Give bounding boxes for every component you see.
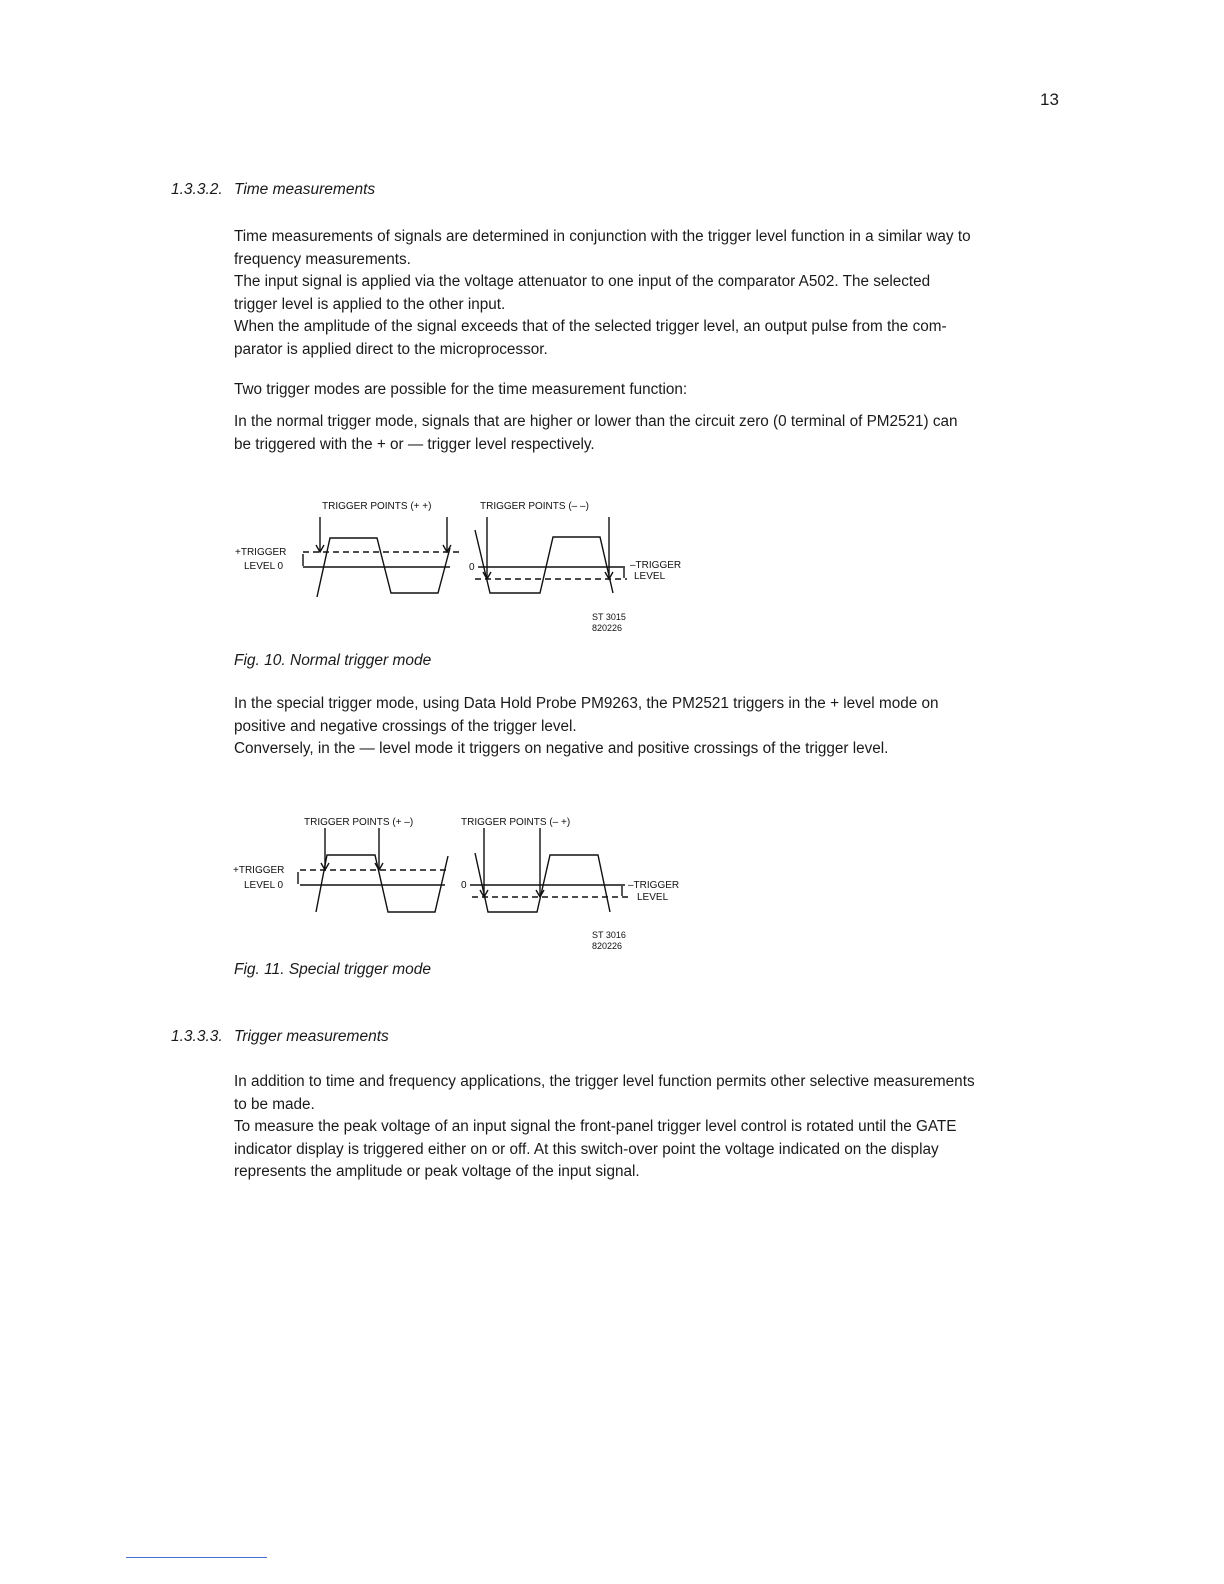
fig11-plus-trigger-label: +TRIGGER	[233, 865, 285, 876]
section-number: 1.3.3.3.	[171, 1028, 223, 1045]
text-line: positive and negative crossings of the trigger level.	[234, 717, 577, 735]
section-title: Time measurements	[234, 181, 376, 198]
text-line: to be made.	[234, 1095, 315, 1113]
paragraph-trigger-measurements	[234, 1071, 1074, 1184]
text-line: be triggered with the + or — trigger level respectively.	[234, 435, 595, 453]
fig10-minus-trigger-label: –TRIGGER	[630, 560, 682, 571]
fig10-code: ST 3015	[592, 612, 626, 622]
paragraph-special-mode	[234, 693, 1074, 761]
text-line: parator is applied direct to the microprocessor.	[234, 340, 548, 358]
fig10-level-label: LEVEL	[634, 571, 666, 582]
footer-rule	[126, 1557, 267, 1558]
fig11-trigger-points-right: TRIGGER POINTS (– +)	[461, 817, 571, 828]
fig10-level-zero-label: LEVEL 0	[244, 561, 284, 572]
text-line: In the normal trigger mode, signals that are higher or lower than the circuit zero (0 terminal of PM2521) can	[234, 413, 958, 430]
fig10-zero-label: 0	[469, 562, 475, 573]
text-line: trigger level is applied to the other input.	[234, 295, 506, 313]
text-line: Conversely, in the — level mode it triggers on negative and positive crossings of the trigger level.	[234, 740, 889, 757]
fig11-minus-trigger-label: –TRIGGER	[628, 880, 680, 891]
text-line: In addition to time and frequency applications, the trigger level function permits other selective measurements	[234, 1073, 975, 1090]
fig11-zero-label: 0	[461, 880, 467, 891]
fig11-trigger-points-left: TRIGGER POINTS (+ –)	[304, 817, 414, 828]
section-title: Trigger measurements	[234, 1028, 389, 1045]
fig11-diagram	[298, 828, 628, 912]
fig11-code: ST 3016	[592, 930, 626, 940]
text-line: The input signal is applied via the voltage attenuator to one input of the comparator A502. The selected	[234, 273, 931, 290]
fig10-diagram	[303, 517, 627, 597]
text-line: frequency measurements.	[234, 250, 411, 268]
text-line: Time measurements of signals are determined in conjunction with the trigger level function in a similar way to	[234, 228, 971, 245]
text-line: indicator display is triggered either on or off. At this switch-over point the voltage indicated on the display	[234, 1140, 939, 1158]
text-line: represents the amplitude or peak voltage of the input signal.	[234, 1163, 640, 1180]
fig10-caption: Fig. 10. Normal trigger mode	[234, 652, 432, 669]
fig11-caption: Fig. 11. Special trigger mode	[234, 961, 432, 978]
fig10-date-code: 820226	[592, 623, 623, 633]
fig11-level-label: LEVEL	[637, 892, 669, 903]
fig10-plus-trigger-label: +TRIGGER	[235, 547, 287, 558]
fig11-date-code: 820226	[592, 941, 623, 951]
fig10-trigger-points-left: TRIGGER POINTS (+ +)	[322, 501, 432, 512]
text-line: When the amplitude of the signal exceeds that of the selected trigger level, an output pulse from the com-	[234, 318, 947, 335]
fig11-level-zero-label: LEVEL 0	[244, 880, 284, 891]
fig10-trigger-points-right: TRIGGER POINTS (– –)	[480, 501, 589, 512]
text-line: Two trigger modes are possible for the time measurement function:	[234, 381, 688, 398]
text-line: In the special trigger mode, using Data Hold Probe PM9263, the PM2521 triggers in the + level mode on	[234, 695, 939, 712]
section-number: 1.3.3.2.	[171, 181, 223, 198]
page-number: 13	[1040, 90, 1059, 109]
text-line: To measure the peak voltage of an input signal the front-panel trigger level control is rotated until the GATE	[234, 1118, 957, 1135]
